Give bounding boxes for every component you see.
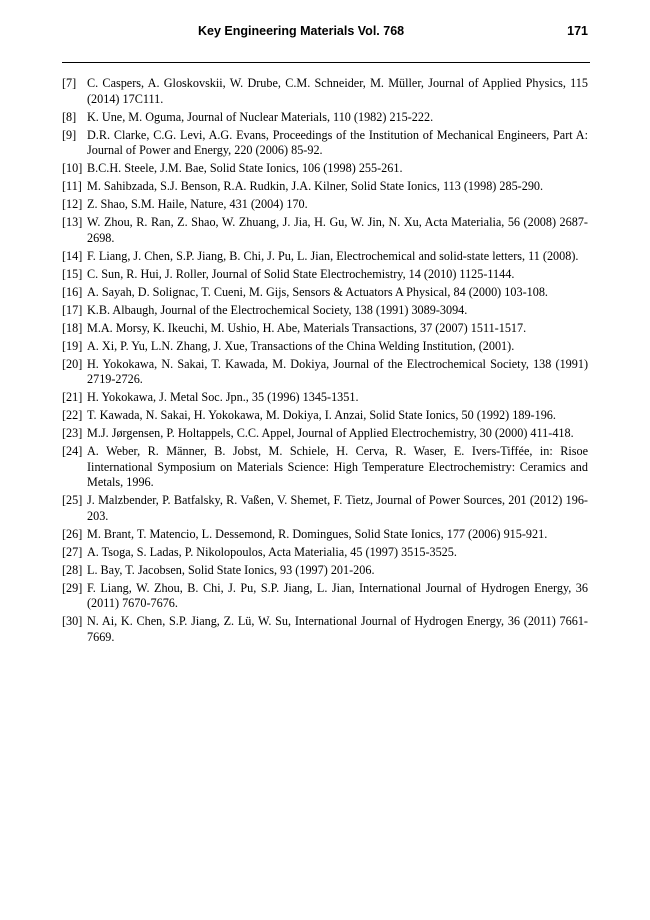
reference-item bbox=[62, 303, 588, 319]
reference-item bbox=[62, 161, 588, 177]
reference-number: [16] bbox=[62, 284, 83, 299]
reference-item bbox=[62, 339, 588, 355]
page-header bbox=[62, 24, 588, 42]
reference-item bbox=[62, 426, 588, 442]
reference-item bbox=[62, 197, 588, 213]
reference-number: [20] bbox=[62, 356, 83, 371]
reference-item bbox=[62, 581, 588, 612]
reference-item bbox=[62, 285, 588, 301]
reference-text: M.J. Jørgensen, P. Holtappels, C.C. Appel, Journal of Applied Electrochemistry, 30 (2000) 411-418. bbox=[87, 426, 574, 441]
reference-text: H. Yokokawa, N. Sakai, T. Kawada, M. Dokiya, Journal of the Electrochemical Society, 138 (1991) 2719-2726. bbox=[87, 356, 588, 387]
reference-text: K. Une, M. Oguma, Journal of Nuclear Materials, 110 (1982) 215-222. bbox=[87, 109, 434, 124]
reference-item bbox=[62, 357, 588, 388]
reference-text: K.B. Albaugh, Journal of the Electrochemical Society, 138 (1991) 3089-3094. bbox=[87, 302, 468, 317]
reference-number: [17] bbox=[62, 302, 83, 317]
reference-list bbox=[62, 76, 588, 648]
reference-item bbox=[62, 444, 588, 491]
reference-number: [14] bbox=[62, 248, 83, 263]
reference-item bbox=[62, 390, 588, 406]
reference-number: [10] bbox=[62, 161, 83, 176]
reference-text: T. Kawada, N. Sakai, H. Yokokawa, M. Dokiya, I. Anzai, Solid State Ionics, 50 (1992) 189-196. bbox=[87, 408, 556, 423]
reference-text: A. Sayah, D. Solignac, T. Cueni, M. Gijs, Sensors & Actuators A Physical, 84 (2000) 103-108. bbox=[87, 284, 548, 299]
reference-text: A. Weber, R. Männer, B. Jobst, M. Schiele, H. Cerva, R. Waser, E. Ivers-Tiffée, in: Risoe Iinternational Symposium on Materials Science: High Temperature Electrochemistry: Ceramics and Metals, 1996. bbox=[87, 444, 588, 490]
reference-item bbox=[62, 76, 588, 107]
reference-item bbox=[62, 614, 588, 645]
reference-number: [21] bbox=[62, 390, 83, 405]
reference-text: W. Zhou, R. Ran, Z. Shao, W. Zhuang, J. Jia, H. Gu, W. Jin, N. Xu, Acta Materialia, 56 (2008) 2687-2698. bbox=[87, 215, 588, 245]
reference-text: C. Caspers, A. Gloskovskii, W. Drube, C.M. Schneider, M. Müller, Journal of Applied Physics, 115 (2014) 17C111. bbox=[87, 76, 588, 106]
reference-text: C. Sun, R. Hui, J. Roller, Journal of Solid State Electrochemistry, 14 (2010) 1125-1144. bbox=[87, 266, 515, 281]
reference-text: M. Brant, T. Matencio, L. Dessemond, R. Domingues, Solid State Ionics, 177 (2006) 915-921. bbox=[87, 526, 548, 541]
reference-text: J. Malzbender, P. Batfalsky, R. Vaßen, V. Shemet, F. Tietz, Journal of Power Sources, 201 (2012) 196-203. bbox=[87, 493, 588, 523]
reference-number: [23] bbox=[62, 426, 83, 441]
reference-item bbox=[62, 267, 588, 283]
reference-text: F. Liang, J. Chen, S.P. Jiang, B. Chi, J. Pu, L. Jian, Electrochemical and solid-state letters, 11 (2008). bbox=[87, 248, 579, 263]
reference-item bbox=[62, 128, 588, 159]
reference-text: N. Ai, K. Chen, S.P. Jiang, Z. Lü, W. Su, International Journal of Hydrogen Energy, 36 (2011) 7661-7669. bbox=[87, 614, 588, 644]
reference-number: [19] bbox=[62, 338, 83, 353]
reference-text: F. Liang, W. Zhou, B. Chi, J. Pu, S.P. Jiang, L. Jian, International Journal of Hydrogen Energy, 36 (2011) 7670-7676. bbox=[87, 580, 588, 611]
reference-number: [30] bbox=[62, 614, 83, 629]
reference-item bbox=[62, 563, 588, 579]
reference-item bbox=[62, 215, 588, 246]
reference-number: [18] bbox=[62, 320, 83, 335]
reference-number: [11] bbox=[62, 179, 82, 194]
reference-number: [24] bbox=[62, 444, 83, 459]
reference-number: [25] bbox=[62, 493, 83, 508]
reference-number: [7] bbox=[62, 76, 77, 90]
reference-text: D.R. Clarke, C.G. Levi, A.G. Evans, Proceedings of the Institution of Mechanical Engineers, Part A: Journal of Power and Energy, 220 (2006) 85-92. bbox=[87, 127, 588, 158]
reference-number: [29] bbox=[62, 580, 83, 595]
reference-item bbox=[62, 527, 588, 543]
reference-number: [27] bbox=[62, 544, 83, 559]
reference-number: [26] bbox=[62, 526, 83, 541]
reference-item bbox=[62, 408, 588, 424]
reference-number: [28] bbox=[62, 562, 83, 577]
reference-number: [12] bbox=[62, 197, 83, 212]
reference-text: M. Sahibzada, S.J. Benson, R.A. Rudkin, J.A. Kilner, Solid State Ionics, 113 (1998) 285-290. bbox=[87, 179, 544, 194]
reference-item bbox=[62, 493, 588, 524]
page-number: 171 bbox=[567, 24, 588, 38]
reference-number: [8] bbox=[62, 109, 77, 124]
reference-item bbox=[62, 545, 588, 561]
reference-number: [9] bbox=[62, 127, 77, 142]
reference-text: B.C.H. Steele, J.M. Bae, Solid State Ionics, 106 (1998) 255-261. bbox=[87, 161, 403, 176]
reference-number: [15] bbox=[62, 266, 83, 281]
reference-item bbox=[62, 110, 588, 126]
reference-text: A. Tsoga, S. Ladas, P. Nikolopoulos, Acta Materialia, 45 (1997) 3515-3525. bbox=[87, 544, 457, 559]
reference-number: [22] bbox=[62, 408, 83, 423]
reference-text: H. Yokokawa, J. Metal Soc. Jpn., 35 (1996) 1345-1351. bbox=[87, 390, 359, 405]
reference-text: L. Bay, T. Jacobsen, Solid State Ionics, 93 (1997) 201-206. bbox=[87, 562, 375, 577]
reference-item bbox=[62, 249, 588, 265]
reference-text: A. Xi, P. Yu, L.N. Zhang, J. Xue, Transactions of the China Welding Institution, (2001). bbox=[87, 338, 515, 353]
reference-item bbox=[62, 179, 588, 195]
header-divider bbox=[62, 62, 590, 63]
reference-text: Z. Shao, S.M. Haile, Nature, 431 (2004) 170. bbox=[87, 197, 308, 212]
reference-number: [13] bbox=[62, 215, 83, 230]
reference-item bbox=[62, 321, 588, 337]
journal-title: Key Engineering Materials Vol. 768 bbox=[198, 24, 405, 38]
reference-text: M.A. Morsy, K. Ikeuchi, M. Ushio, H. Abe, Materials Transactions, 37 (2007) 1511-1517. bbox=[87, 320, 527, 335]
